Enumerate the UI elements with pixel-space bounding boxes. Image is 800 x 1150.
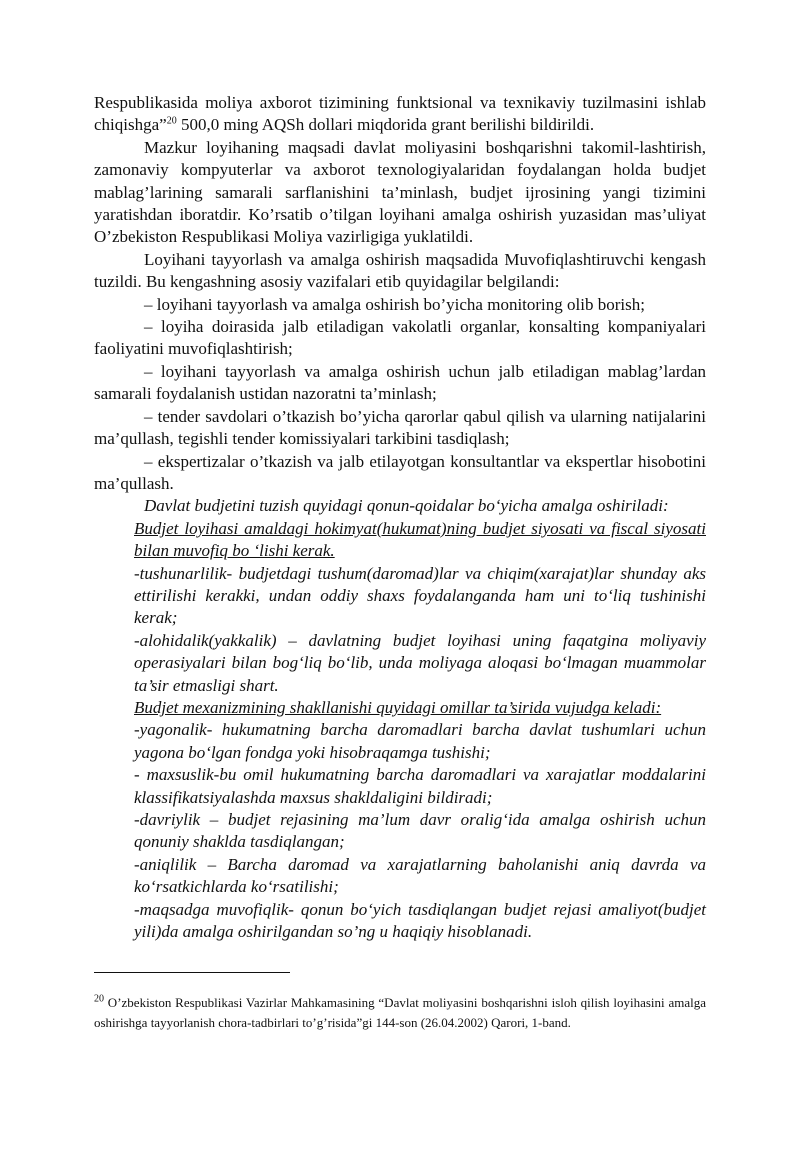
paragraph-text: -tushunarlilik- budjetdagi tushum(daromad)lar va chiqim(xarajat)lar shunday aks ettirilishi kerakki, undan oddiy shaxs foydalanganda ham uni to‘liq tushinishi kerak; xyxy=(134,563,706,628)
paragraph-text: – ekspertizalar o’tkazish va jalb etilayotgan konsultantlar va ekspertlar hisobotini ma’qullash. xyxy=(94,451,706,493)
footnote-separator xyxy=(94,972,290,973)
paragraph-text: Budjet mexanizmining shakllanishi quyidagi omillar ta’sirida vujudga keladi: xyxy=(134,697,662,717)
paragraph-text: – loyiha doirasida jalb etiladigan vakolatli organlar, konsalting kompaniyalari faoliyatini muvofiqlashtirish; xyxy=(94,317,706,359)
paragraph-text: Budjet loyihasi amaldagi hokimyat(hukumat)ning budjet siyosati va fiscal siyosati bilan muvofiq bo ‘lishi kerak. xyxy=(134,518,706,561)
footnote-marker: 20 xyxy=(94,993,104,1005)
paragraph-text: -maqsadga muvofiqlik- qonun bo‘yich tasdiqlangan budjet rejasi amaliyot(budjet yili)da amalga oshirilgandan so’ng u haqiqiy hisoblanadi. xyxy=(134,899,706,942)
paragraph xyxy=(94,719,706,764)
paragraph xyxy=(94,563,706,630)
paragraph-text: – tender savdolari o’tkazish bo’yicha qarorlar qabul qilish va ularning natijalarini ma’qullash, tegishli tender komissiyalari tarkibini tasdiqlash; xyxy=(94,406,706,449)
paragraph xyxy=(94,92,706,137)
paragraph-text: – loyihani tayyorlash va amalga oshirish uchun jalb etiladigan mablag’lardan samarali foydalanish ustidan nazoratni ta’minlash; xyxy=(94,361,706,404)
body-text xyxy=(94,92,706,943)
paragraph-text: Loyihani tayyorlash va amalga oshirish maqsadida Muvofiqlashtiruvchi kengash tuzildi. Bu kengashning asosiy vazifalari etib quyidagilar belgilandi: xyxy=(94,249,706,292)
paragraph xyxy=(94,764,706,809)
paragraph-text: - maxsuslik-bu omil hukumatning barcha daromadlari va xarajatlar moddalarini klassifikatsiyalashda maxsus shakldaligini bildiradi; xyxy=(134,765,706,807)
paragraph-text: – loyihani tayyorlash va amalga oshirish bo’yicha monitoring olib borish; xyxy=(144,294,645,314)
paragraph-text: -aniqlilik – Barcha daromad va xarajatlarning baholanishi aniq davrda va ko‘rsatkichlarda ko‘rsatilishi; xyxy=(134,854,706,897)
paragraph xyxy=(94,809,706,854)
footnote-reference: 20 xyxy=(166,115,177,127)
paragraph xyxy=(94,630,706,697)
footnote xyxy=(94,993,706,1033)
paragraph-text: -davriylik – budjet rejasining ma’lum davr oralig‘ida amalga oshirish uchun qonuniy shaklda tasdiqlangan; xyxy=(134,810,706,852)
paragraph xyxy=(94,137,706,249)
paragraph xyxy=(94,854,706,899)
paragraph xyxy=(94,495,706,517)
paragraph xyxy=(94,249,706,294)
paragraph xyxy=(94,316,706,361)
footnote-paragraph xyxy=(94,993,706,1033)
paragraph xyxy=(94,294,706,316)
paragraph xyxy=(94,451,706,496)
paragraph-text: Mazkur loyihaning maqsadi davlat moliyasini boshqarishni takomil-lashtirish, zamonaviy kompyuterlar va axborot texnologiyalaridan foydalangan holda budjet mablag’larining samarali sarflanishini ta’minlash, budjet ijrosining yangi tizimini yaratishdan iboratdir. Ko’rsatib o’tilgan loyihani amalga oshirish yuzasidan mas’uliyat O’zbekiston Respublikasi Moliya vazirligiga yuklatildi. xyxy=(94,137,706,247)
paragraph xyxy=(94,518,706,563)
paragraph-text: Davlat budjetini tuzish quyidagi qonun-qoidalar bo‘yicha amalga oshiriladi: xyxy=(144,496,669,516)
paragraph-text: Respublikasida moliya axborot tizimining funktsional va texnikaviy tuzilmasini ishlab chiqishga” xyxy=(94,93,706,135)
paragraph-text: -yagonalik- hukumatning barcha daromadlari barcha davlat tushumlari uchun yagona bo‘lgan fondga yoki hisobraqamga tushishi; xyxy=(134,720,706,762)
paragraph xyxy=(94,899,706,944)
paragraph xyxy=(94,697,706,719)
paragraph-text: 500,0 ming AQSh dollari miqdorida grant berilishi bildirildi. xyxy=(176,115,595,135)
paragraph xyxy=(94,361,706,406)
paragraph-text: -alohidalik(yakkalik) – davlatning budjet loyihasi uning faqatgina moliyaviy operasiyalari bilan bog‘liq bo‘lib, unda moliyaga aloqasi bo‘lmagan muammolar ta’sir etmasligi shart. xyxy=(134,630,706,695)
paragraph xyxy=(94,406,706,451)
footnote-text: O’zbekiston Respublikasi Vazirlar Mahkamasining “Davlat moliyasini boshqarishni isloh qilish loyihasini amalga oshirishga tayyorlanish chora-tadbirlari to’g’risida”gi 144-son (26.04.2002) Qarori, 1-band. xyxy=(94,995,706,1030)
